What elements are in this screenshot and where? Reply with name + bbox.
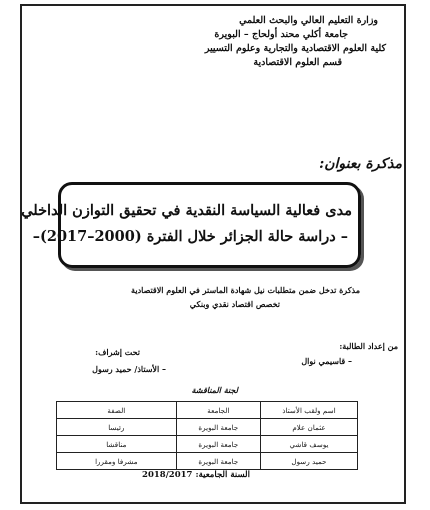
cell-role: مشرفا ومقررا	[57, 453, 177, 470]
memo-title-label: مذكرة بعنوان:	[319, 156, 402, 172]
cell-name: عثمان علام	[261, 419, 358, 436]
thesis-title-line-1: مدى فعالية السياسة النقدية في تحقيق التوازن الداخلي	[21, 202, 352, 219]
department-line: قسم العلوم الاقتصادية	[253, 57, 342, 68]
table-row	[57, 419, 358, 436]
committee-title: لجنة المناقشة	[191, 385, 238, 395]
cell-university: جامعة البويرة	[176, 436, 260, 453]
cell-name: يوسف قاشي	[261, 436, 358, 453]
university-line: جامعة أكلي محند أولحاج – البويرة	[214, 29, 348, 40]
degree-statement: مذكرة تدخل ضمن متطلبات نيل شهادة الماستر في العلوم الاقتصادية	[131, 285, 360, 295]
header-role: الصفة	[57, 402, 177, 419]
committee-table	[56, 401, 358, 470]
table-row	[57, 436, 358, 453]
cell-name: حميد رسول	[261, 453, 358, 470]
academic-year-value: 2018/2017	[142, 470, 193, 480]
student-name: – قاسيمي نوال	[301, 356, 352, 366]
cell-role: مناقشا	[57, 436, 177, 453]
supervisor-name: – الأستاذ/ حميد رسول	[92, 364, 166, 374]
cell-university: جامعة البويرة	[176, 419, 260, 436]
ministry-line: وزارة التعليم العالي والبحث العلمي	[239, 15, 378, 26]
table-header-row	[57, 402, 358, 419]
header-professor-name: اسم ولقب الأستاذ	[261, 402, 358, 419]
academic-year-label: السنة الجامعية:	[195, 470, 250, 480]
thesis-title-box	[58, 182, 361, 268]
cell-university: جامعة البويرة	[176, 453, 260, 470]
academic-year	[142, 470, 250, 480]
table-row	[57, 453, 358, 470]
specialization: تخصص اقتصاد نقدي وبنكي	[189, 299, 280, 309]
supervisor-label: تحت إشراف:	[95, 347, 140, 357]
faculty-line: كلية العلوم الاقتصادية والتجارية وعلوم التسيير	[204, 43, 386, 54]
header-university: الجامعة	[176, 402, 260, 419]
thesis-title-line-2: – دراسة حالة الجزائر خلال الفترة (2000–2017)–	[32, 228, 348, 245]
cell-role: رئيسا	[57, 419, 177, 436]
student-label: من إعداد الطالبة:	[339, 341, 398, 351]
